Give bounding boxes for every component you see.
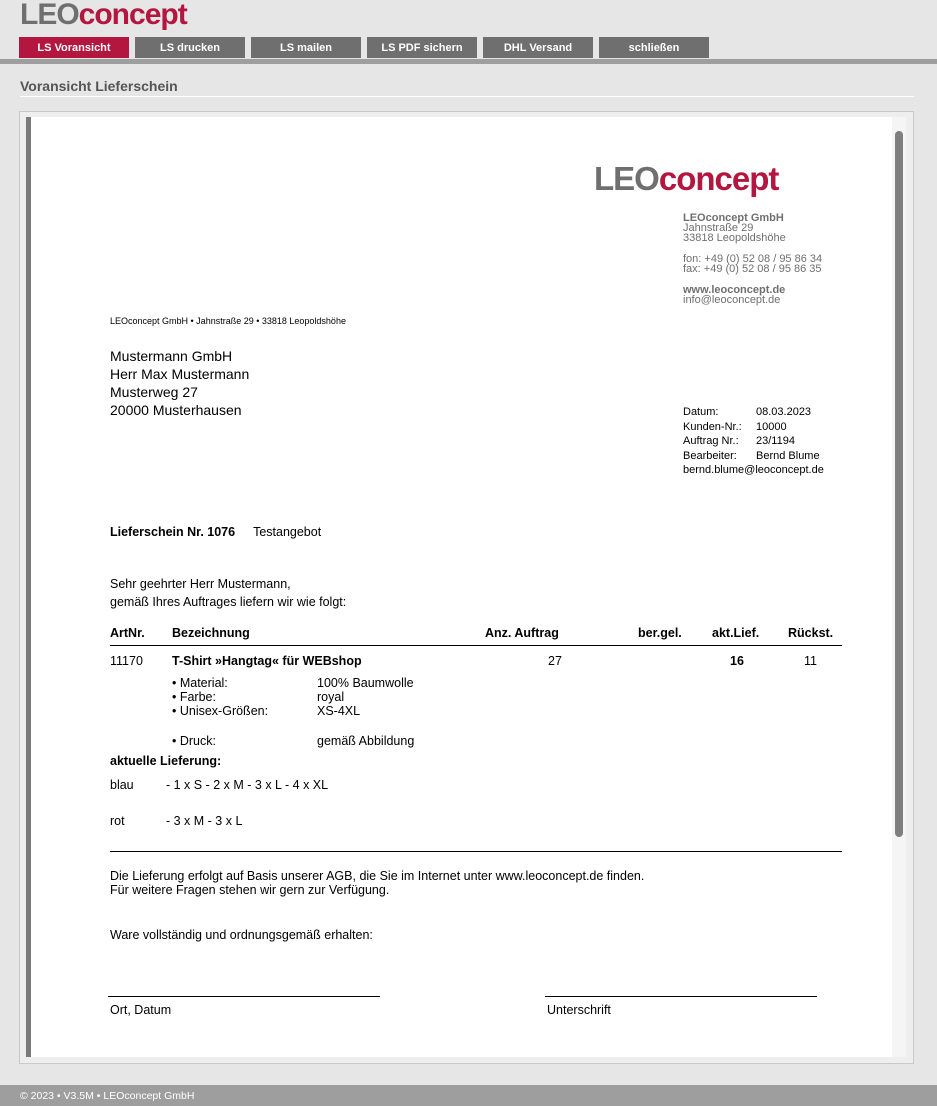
document-preview[interactable] [26,117,906,1057]
terms-line-2: Für weitere Fragen stehen wir gern zur Verfügung. [110,883,390,897]
terms-note [110,869,644,897]
delivery-note-subtitle: Testangebot [253,525,322,539]
delivery-note-number: Lieferschein Nr. 1076 [110,525,236,539]
company-fax: fax: +49 (0) 52 08 / 95 86 35 [683,263,822,275]
row-backorder: 11 [804,654,817,668]
terms-line-1: Die Lieferung erfolgt auf Basis unserer AGB, die Sie im Internet unter www.leoconcept.de finden. [110,869,645,883]
company-info [683,213,822,305]
scrollbar-thumb[interactable] [895,131,903,837]
header-description: Bezeichnung [172,626,250,640]
editor-email: bernd.blume@leoconcept.de [683,464,824,476]
header-art-no: ArtNr. [110,626,145,640]
receipt-confirmation: Ware vollständig und ordnungsgemäß erhalten: [110,928,373,942]
document-logo: LEOconcept [594,160,779,197]
order-label: Auftrag Nr.: [683,435,739,447]
company-city: 33818 Leopoldshöhe [683,232,786,244]
table-header-rule [110,645,842,646]
app-footer: © 2023 • V3.5M • LEOconcept GmbH [0,1085,937,1106]
title-divider [20,96,914,97]
tab-ls-pdf-sichern[interactable]: LS PDF sichern [367,37,477,58]
signature-line-place [108,996,380,997]
editor-label: Bearbeiter: [683,449,737,462]
signature-label-sign: Unterschrift [547,1003,611,1017]
greeting [110,575,346,611]
attribute-sizes: • Unisex-Größen: XS-4XL [172,704,361,718]
delivery-note-document [26,117,892,1057]
toolbar-tabs [19,37,715,58]
footer-rule [110,851,842,852]
recipient-company: Mustermann GmbH [110,348,233,364]
attribute-print: • Druck: gemäß Abbildung [172,734,415,748]
recipient-street: Musterweg 27 [110,384,198,400]
document-title [110,525,321,539]
tab-schliessen[interactable]: schließen [599,37,709,58]
company-name: LEOconcept GmbH [683,212,784,224]
current-delivery-title: aktuelle Lieferung: [110,754,222,768]
order-value: 23/1194 [756,435,795,447]
tab-ls-drucken[interactable]: LS drucken [135,37,245,58]
app-logo: LEOconcept [20,0,187,31]
company-web: www.leoconcept.de [683,284,786,296]
header-backorder: Rückst. [788,626,834,640]
page-title: Voransicht Lieferschein [20,78,178,94]
delivery-row-red: rot - 3 x M - 3 x L [110,814,243,828]
date-value: 08.03.2023 [756,406,812,418]
tab-divider [0,59,937,64]
attribute-material: • Material: 100% Baumwolle [172,676,414,690]
row-art-no: 11170 [110,654,143,668]
tab-ls-voransicht[interactable]: LS Voransicht [19,37,129,58]
recipient-address [110,347,249,419]
company-street: Jahnstraße 29 [683,222,754,234]
header-delivered: ber.gel. [638,626,682,640]
customer-label: Kunden-Nr.: [683,420,742,433]
recipient-person: Herr Max Mustermann [110,366,250,382]
header-current-delivery: akt.Lief. [712,626,760,640]
row-description: T-Shirt »Hangtag« für WEBshop [172,654,362,668]
signature-label-place: Ort, Datum [110,1003,172,1017]
tab-ls-mailen[interactable]: LS mailen [251,37,361,58]
row-order-qty: 27 [548,654,562,668]
greeting-line-1: Sehr geehrter Herr Mustermann, [110,577,291,591]
tab-dhl-versand[interactable]: DHL Versand [483,37,593,58]
delivery-row-blue: blau - 1 x S - 2 x M - 3 x L - 4 x XL [110,778,329,792]
row-current-delivery: 16 [730,654,744,668]
attribute-color: • Farbe: royal [172,690,345,704]
document-meta [683,405,824,478]
greeting-line-2: gemäß Ihres Auftrages liefern wir wie folgt: [110,595,347,609]
signature-line-sign [545,996,817,997]
editor-value: Bernd Blume [756,449,820,462]
customer-value: 10000 [756,420,787,433]
company-phone: fon: +49 (0) 52 08 / 95 86 34 [683,253,823,265]
sender-line: LEOconcept GmbH • Jahnstraße 29 • 33818 Leopoldshöhe [110,316,346,326]
document-scrollbar[interactable] [892,117,906,1057]
article-attributes [172,676,414,748]
header-order-qty: Anz. Auftrag [485,626,559,640]
date-label: Datum: [683,406,719,418]
recipient-city: 20000 Musterhausen [110,402,242,418]
company-email: info@leoconcept.de [683,294,781,306]
